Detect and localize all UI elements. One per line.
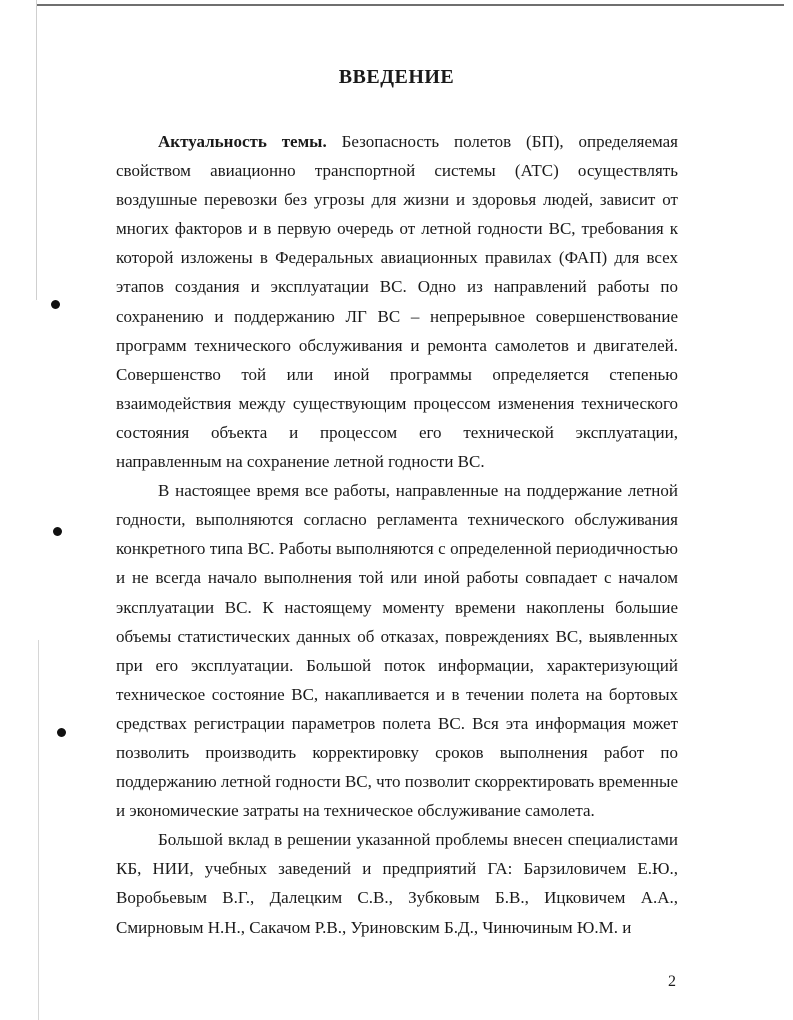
scan-left-edge (36, 0, 37, 300)
page-title: ВВЕДЕНИЕ (338, 66, 455, 88)
paragraph-text: В настоящее время все работы, направленные на поддержание летной годности, выполняются согласно регламента технического обслуживания конкретного типа ВС. Работы выполняются с определенной периодичностью и не всегда начало выполнения той или иной работы совпадает с началом эксплуатации ВС. К настоящему моменту времени накоплены большие объемы статистических данных об отказах, повреждениях ВС, выявленных при его эксплуатации. Большой поток информации, характеризующий техническое состояние ВС, накапливается и в течении полета на бортовых средствах регистрации параметров полета ВС. Вся эта информация может позволить производить корректировку сроков выполнения работ по поддержанию летной годности ВС, что позволит скорректировать временные и экономические затраты на техническое обслуживание самолета. (116, 481, 678, 821)
binder-hole-1 (51, 300, 60, 309)
paragraph-lead: Актуальность темы. (158, 132, 327, 151)
binder-hole-3 (57, 728, 66, 737)
paragraph-relevance (116, 127, 678, 476)
page-number: 2 (668, 973, 676, 990)
paragraph-current-state (116, 476, 678, 825)
binder-hole-2 (53, 527, 62, 536)
document-body (116, 127, 678, 942)
scan-left-edge-lower (38, 640, 39, 1020)
paragraph-contributors (116, 825, 678, 941)
paragraph-text: Безопасность полетов (БП), определяемая свойством авиационно транспортной системы (АТС) осуществлять воздушные перевозки без угрозы для жизни и здоровья людей, зависит от многих факторов и в первую очередь от летной годности ВС, требования к которой изложены в Федеральных авиационных правилах (ФАП) для всех этапов создания и эксплуатации ВС. Одно из направлений работы по сохранению и поддержанию ЛГ ВС – непрерывное совершенствование программ технического обслуживания и ремонта самолетов и двигателей. Совершенство той или иной программы определяется степенью взаимодействия между существующим процессом изменения технического состояния объекта и процессом его технической эксплуатации, направленным на сохранение летной годности ВС. (116, 132, 678, 472)
paragraph-text: Большой вклад в решении указанной проблемы внесен специалистами КБ, НИИ, учебных заведений и предприятий ГА: Барзиловичем Е.Ю., Воробьевым В.Г., Далецким С.В., Зубковым Б.В., Ицковичем А.А., Смирновым Н.Н., Сакачом Р.В., Уриновским Б.Д., Чинючиным Ю.М. и (116, 830, 678, 937)
scan-top-border (36, 4, 784, 6)
